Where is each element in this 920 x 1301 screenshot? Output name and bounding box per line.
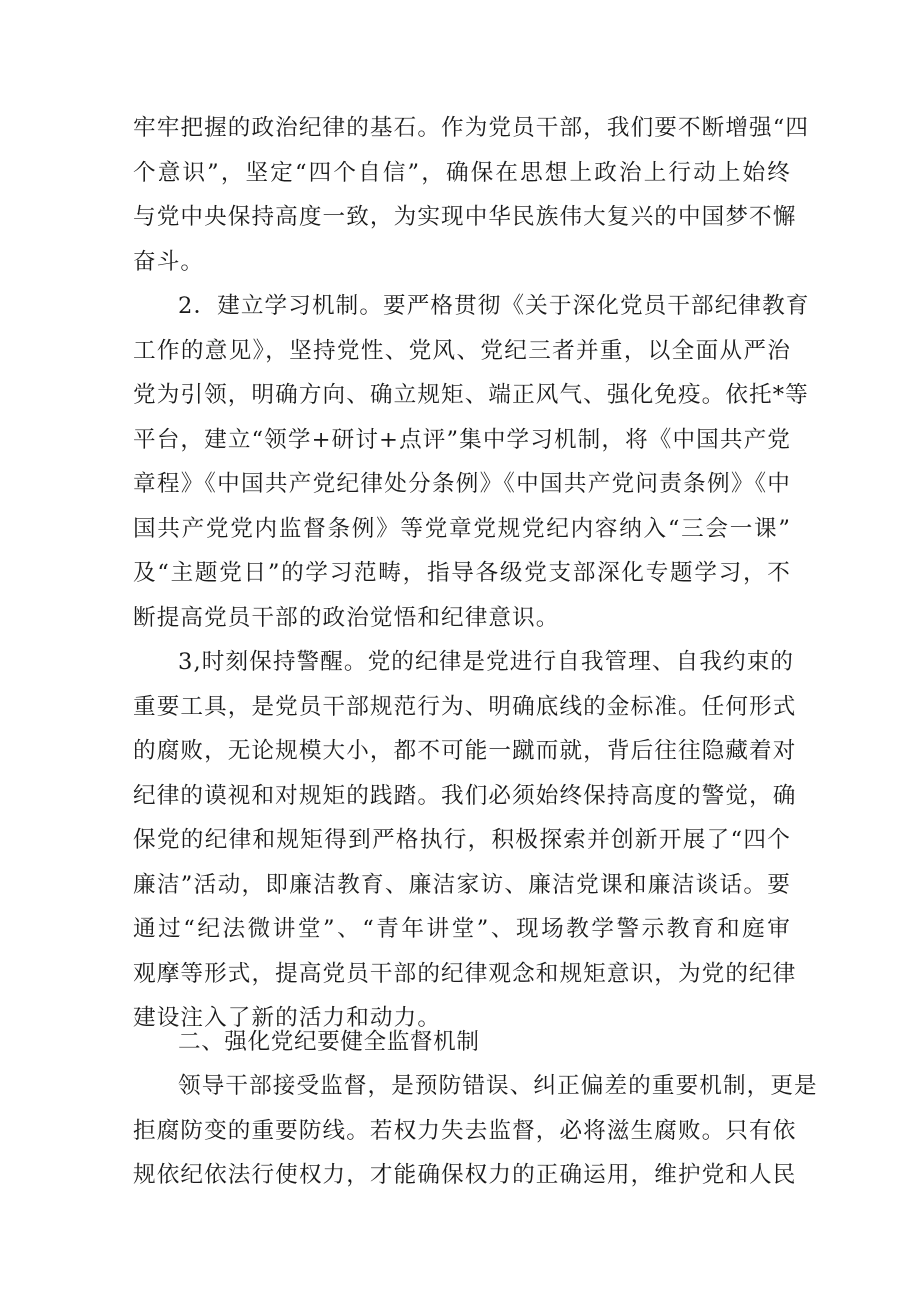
text-line: 断提高党员干部的政治觉悟和纪律意识。 [133, 604, 560, 631]
text-line: 及“主题党日”的学习范畴，指导各级党支部深化专题学习，不 [133, 560, 791, 586]
text-line: 廉洁”活动，即廉洁教育、廉洁家访、廉洁党课和廉洁谈话。要 [133, 871, 791, 898]
paragraph-3 [133, 640, 797, 1041]
paragraph-1 [133, 106, 810, 284]
text-line: 章程》《中国共产党纪律处分条例》《中国共产党问责条例》《中 [133, 471, 791, 497]
text-line: 工作的意见》，坚持党性、党风、党纪三者并重，以全面从严治 [133, 337, 791, 364]
text-line: 奋斗。 [133, 248, 205, 275]
text-line: 领导干部接受监督，是预防错误、纠正偏差的重要机制，更是 [178, 1073, 818, 1099]
text-line: 拒腐防变的重要防线。若权力失去监督，必将滋生腐败。只有依 [133, 1117, 797, 1144]
text-line: 平台，建立“领学+研讨+点评”集中学习机制，将《中国共产党 [133, 426, 791, 453]
paragraph-2 [133, 284, 810, 640]
text-line: 个意识”，坚定“四个自信”，确保在思想上政治上行动上始终 [133, 159, 791, 186]
text-line: 通过“纪法微讲堂”、“青年讲堂”、现场教学警示教育和庭审 [133, 916, 791, 942]
section-heading: 二、强化党纪要健全监督机制 [178, 1029, 480, 1055]
text-line: 重要工具，是党员干部规范行为、明确底线的金标准。任何形式 [133, 693, 797, 720]
paragraph-4 [133, 1064, 818, 1198]
text-line: 党为引领，明确方向、确立规矩、端正风气、强化免疫。依托*等 [133, 382, 809, 408]
text-line: 与党中央保持高度一致，为实现中华民族伟大复兴的中国梦不懈 [133, 204, 797, 230]
text-line: 规依纪依法行使权力，才能确保权力的正确运用，维护党和人民 [133, 1162, 797, 1188]
text-line: 3,时刻保持警醒。党的纪律是党进行自我管理、自我约束的 [178, 649, 795, 675]
text-line: 观摩等形式，提高党员干部的纪律观念和规矩意识，为党的纪律 [133, 960, 797, 987]
text-line: 2．建立学习机制。要严格贯彻《关于深化党员干部纪律教育 [178, 293, 810, 319]
text-line: 的腐败，无论规模大小，都不可能一蹴而就，背后往往隐藏着对 [133, 738, 797, 764]
text-line: 建设注入了新的活力和动力。 [133, 1005, 442, 1031]
text-line: 保党的纪律和规矩得到严格执行，积极探索并创新开展了“四个 [133, 827, 791, 853]
text-line: 纪律的谟视和对规矩的践踏。我们必须始终保持高度的警觉，确 [133, 782, 797, 809]
text-line: 国共产党党内监督条例》等党章党规党纪内容纳入“三会一课” [133, 515, 791, 542]
text-line: 牢牢把握的政治纪律的基石。作为党员干部，我们要不断增强“四 [133, 115, 810, 141]
